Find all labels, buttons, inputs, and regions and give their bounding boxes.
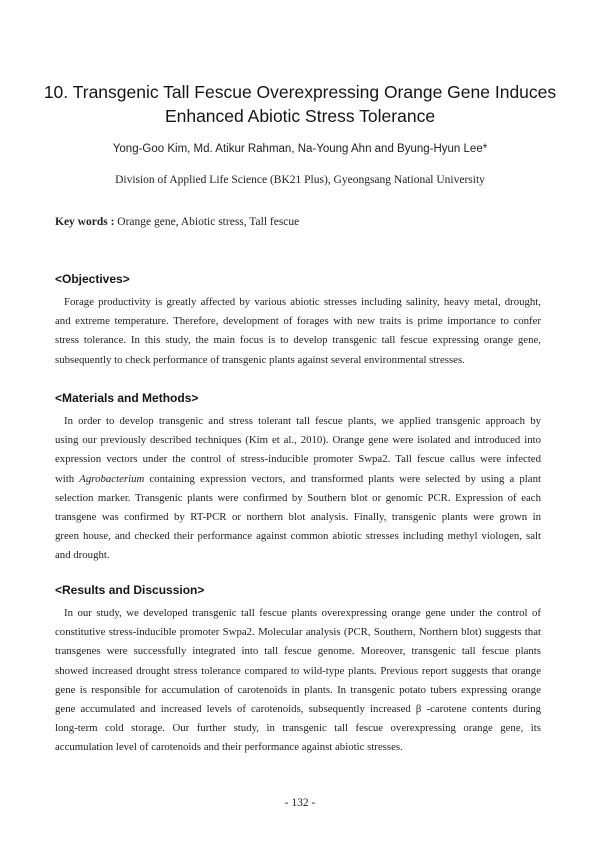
text-line: stress tolerance. In this study, the main focus is to develop transgenic tall fescue expressing orange gene, [55, 334, 541, 347]
text-line: green house, and checked their performance against common abiotic stresses including methyl viologen, salt [55, 530, 541, 543]
text-line: transgene was confirmed by RT-PCR or northern blot analysis. Finally, transgenic plants were grown in [55, 511, 541, 524]
title-line: Enhanced Abiotic Stress Tolerance [164, 106, 436, 126]
text-line: In our study, we developed transgenic tall fescue plants overexpressing orange gene under the control of [64, 607, 541, 619]
text-line: constitutive stress-inducible promoter Swpa2. Molecular analysis (PCR, Southern, Northern blot) suggests that [55, 626, 541, 639]
objectives-paragraph [55, 293, 541, 370]
affiliation: Division of Applied Life Science (BK21 Plus), Gyeongsang National University [115, 174, 485, 186]
author-list: Yong-Goo Kim, Md. Atikur Rahman, Na-Young Ahn and Byung-Hyun Lee* [112, 143, 488, 155]
text-line: In order to develop transgenic and stress tolerant tall fescue plants, we applied transgenic approach by [64, 415, 541, 427]
title-line: 10. Transgenic Tall Fescue Overexpressing Orange Gene Induces [43, 82, 557, 102]
keywords-text: Orange gene, Abiotic stress, Tall fescue [117, 216, 300, 228]
italic-genus: Agrobacterium [79, 472, 145, 485]
section-heading-results: <Results and Discussion> [55, 583, 205, 597]
text-line: gene accumulated and increased levels of carotenoids, subsequently increased β -carotene contents during [55, 703, 541, 716]
keywords [55, 216, 299, 228]
results-paragraph [55, 604, 541, 758]
text-line: selection marker. Transgenic plants were confirmed by Southern blot or genomic PCR. Expression of each [55, 491, 541, 504]
text-line: accumulation level of carotenoids and their performance against abiotic stresses. [55, 741, 403, 754]
text-line: and extreme temperature. Therefore, development of forages with new traits is prime importance to confer [55, 315, 541, 328]
text-line: gene is responsible for accumulation of carotenoids in plants. In transgenic potato tubers expressing orange [55, 683, 541, 696]
keywords-label: Key words : [55, 216, 115, 228]
page-number: - 132 - [284, 797, 316, 809]
text-line: subsequently to check performance of transgenic plants against several environmental stresses. [55, 353, 465, 366]
section-heading-methods: <Materials and Methods> [55, 391, 199, 405]
paper-title [40, 80, 560, 128]
methods-paragraph [55, 412, 541, 566]
text-line: transgenes were successfully integrated into tall fescue genome. Moreover, transgenic tall fescue plants [55, 645, 541, 658]
text-line: long-term cold storage. Our further study, in transgenic tall fescue overexpressing orange gene, its [55, 722, 541, 735]
section-heading-objectives: <Objectives> [55, 272, 130, 286]
text-line: and drought. [55, 549, 110, 562]
text-line: expression vectors under the control of stress-inducible promoter Swpa2. Tall fescue callus were infected [55, 453, 541, 466]
text-line: with Agrobacterium containing expression vectors, and transformed plants were selected by using a plant [55, 472, 541, 485]
text-line: using our previously described techniques (Kim et al., 2010). Orange gene were isolated and introduced into [55, 434, 541, 447]
text-line: Forage productivity is greatly affected by various abiotic stresses including salinity, heavy metal, drought, [64, 296, 541, 308]
text-line: showed increased drought stress tolerance compared to wild-type plants. Previous report suggests that orange [55, 664, 541, 677]
